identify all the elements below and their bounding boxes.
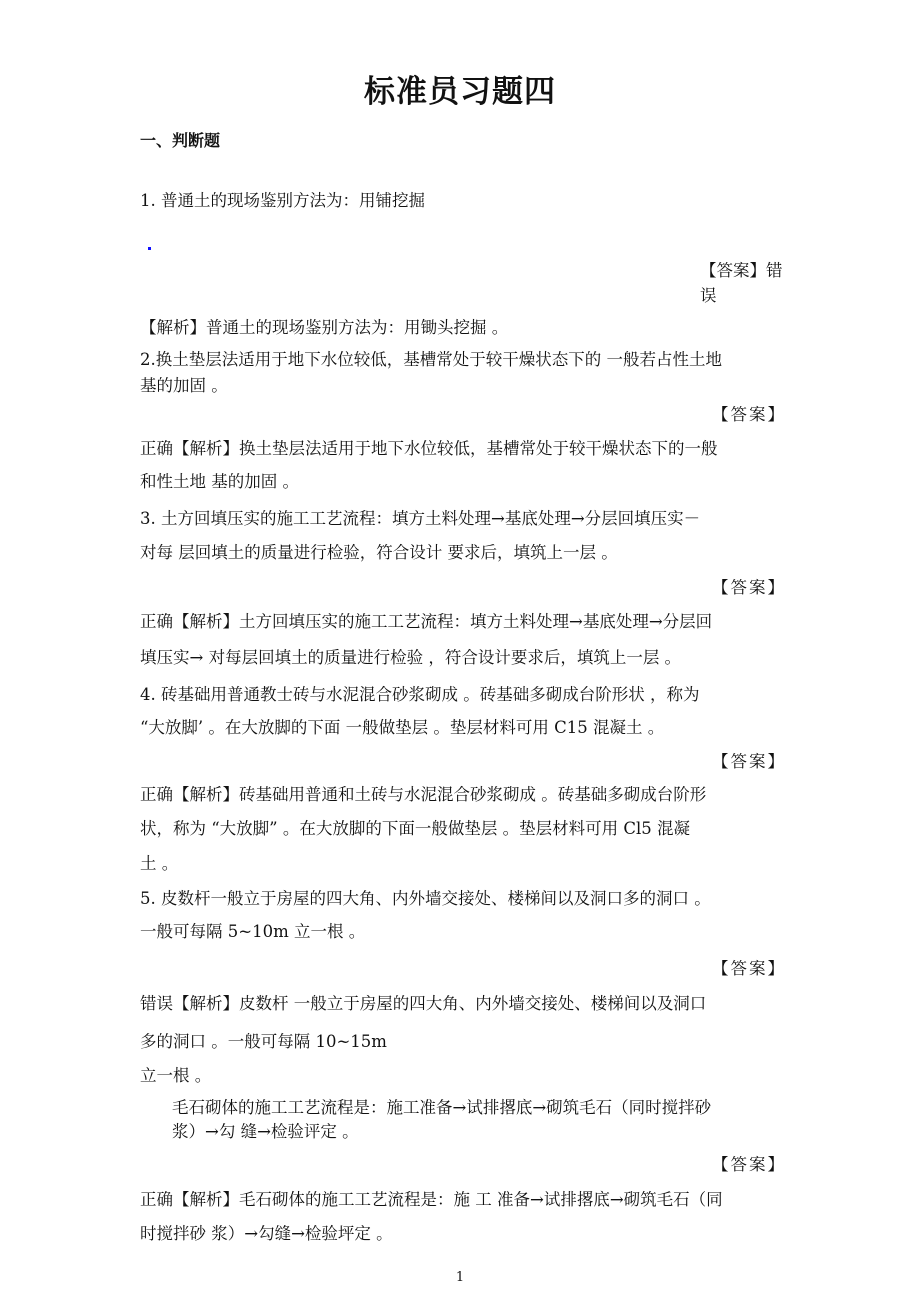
answer-3: 【答案】 — [712, 578, 786, 597]
answer-1: 【答案】错 — [700, 261, 783, 280]
explanation-1: 【解析】普通土的现场鉴别方法为：用锄头挖掘 。 — [140, 318, 509, 337]
explanation-2: 正确【解析】换土垫层法适用于地下水位较低，基槽常处于较干燥状态下的一般 — [140, 439, 718, 458]
question-2-cont: 基的加固 。 — [140, 376, 228, 395]
answer-4: 【答案】 — [712, 752, 786, 771]
explanation-6: 正确【解析】毛石砌体的施工工艺流程是：施 工 准备→试排撂底→砌筑毛石（同 — [140, 1190, 723, 1209]
question-1: 1. 普通土的现场鉴别方法为：用铺挖掘 — [140, 191, 425, 210]
answer-5: 【答案】 — [712, 959, 786, 978]
explanation-3-cont: 填压实→ 对每层回填土的质量进行检验 ，符合设计要求后，填筑上一层 。 — [140, 648, 682, 667]
stray-dot — [148, 247, 151, 250]
explanation-6-cont: 时搅拌砂 浆）→勾缝→检验坪定 。 — [140, 1224, 393, 1243]
section-heading: 一、判断题 — [140, 131, 221, 150]
question-4-cont: “大放脚’ 。在大放脚的下面 一般做垫层 。垫层材料可用 C15 混凝土 。 — [140, 718, 665, 737]
answer-1-cont: 误 — [700, 286, 717, 305]
question-3: 3. 土方回填压实的施工工艺流程：填方土料处理→基底处理→分层回填压实－ — [140, 509, 701, 528]
explanation-5-cont2: 立一根 。 — [140, 1066, 212, 1085]
answer-2: 【答案】 — [712, 405, 786, 424]
question-6: 毛石砌体的施工工艺流程是：施工准备→试排撂底→砌筑毛石（同时搅拌砂 — [172, 1098, 712, 1117]
explanation-5: 错误【解析】皮数杆 一般立于房屋的四大角、内外墙交接处、楼梯间以及洞口 — [140, 994, 707, 1013]
page-title: 标准员习题四 — [364, 74, 556, 110]
page-number: 1 — [455, 1270, 465, 1285]
explanation-4-cont2: 土 。 — [140, 854, 179, 873]
explanation-2-cont: 和性土地 基的加固 。 — [140, 472, 299, 491]
explanation-4: 正确【解析】砖基础用普通和土砖与水泥混合砂浆砌成 。砖基础多砌成台阶形 — [140, 785, 707, 804]
explanation-4-cont: 状，称为 “大放脚” 。在大放脚的下面一般做垫层 。垫层材料可用 Cl5 混凝 — [140, 819, 690, 838]
answer-6: 【答案】 — [712, 1155, 786, 1174]
question-5: 5. 皮数杆一般立于房屋的四大角、内外墙交接处、楼梯间以及洞口多的洞口 。 — [140, 889, 711, 908]
question-6-cont: 浆）→勾 缝→检验评定 。 — [172, 1122, 359, 1141]
explanation-3: 正确【解析】土方回填压实的施工工艺流程：填方土料处理→基底处理→分层回 — [140, 612, 713, 631]
question-2: 2.换土垫层法适用于地下水位较低，基槽常处于较干燥状态下的 一般若占性土地 — [140, 350, 722, 369]
explanation-5-cont: 多的洞口 。一般可每隔 10~15m — [140, 1032, 387, 1051]
question-4: 4. 砖基础用普通教士砖与水泥混合砂浆砌成 。砖基础多砌成台阶形状 ，称为 — [140, 685, 700, 704]
question-3-cont: 对每 层回填土的质量进行检验，符合设计 要求后，填筑上一层 。 — [140, 543, 618, 562]
question-5-cont: 一般可每隔 5~10m 立一根 。 — [140, 922, 366, 941]
